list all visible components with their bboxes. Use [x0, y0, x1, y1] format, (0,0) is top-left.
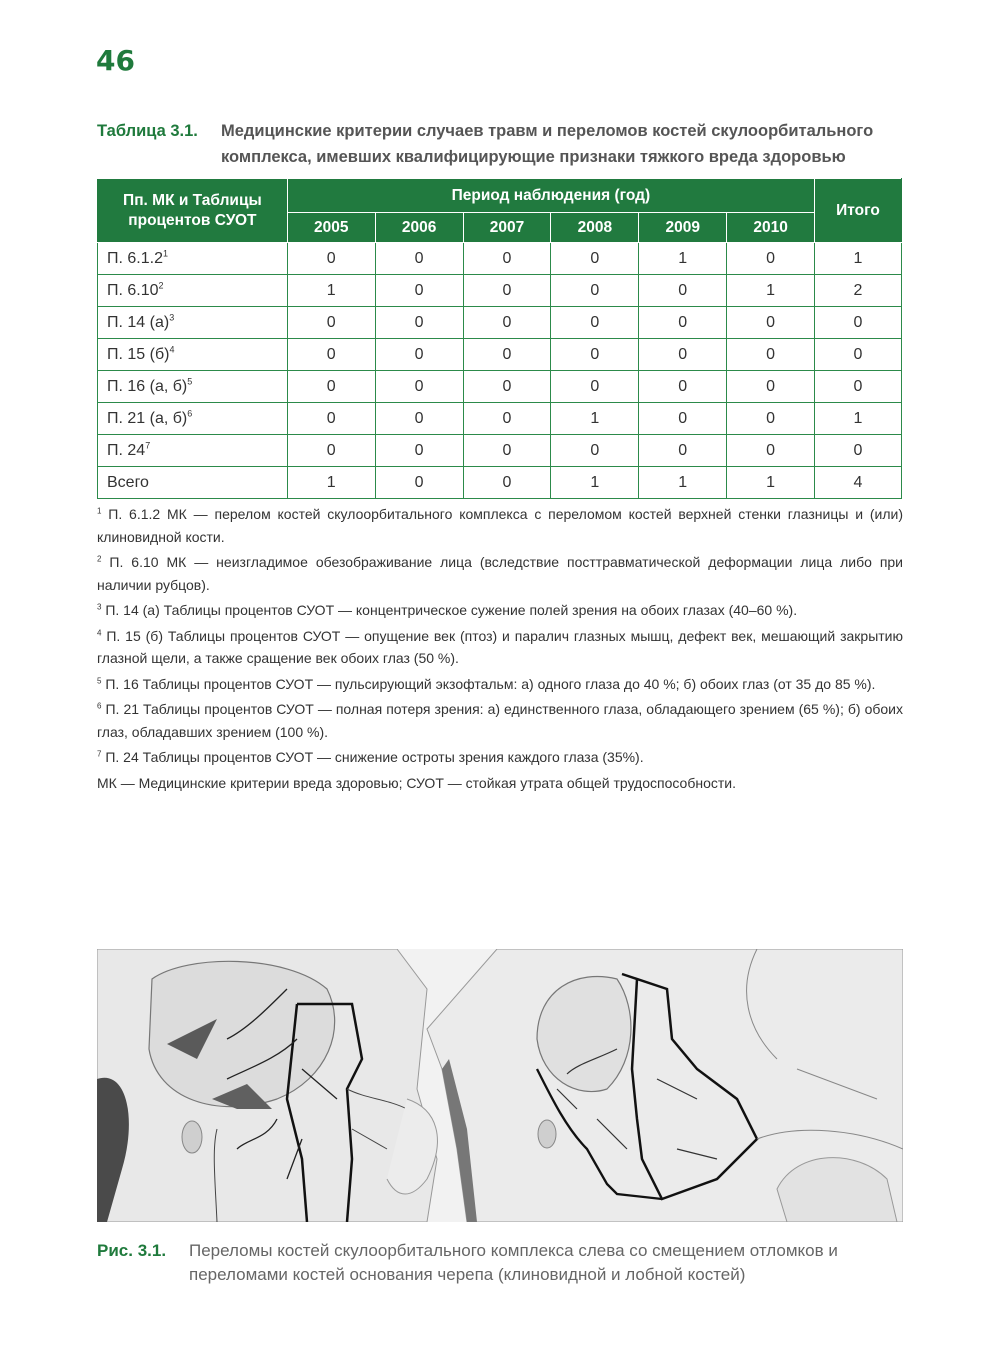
table-cell: 0 — [463, 275, 551, 307]
header-year: 2005 — [287, 213, 375, 243]
footnote-text: П. 21 Таблицы процентов СУОТ — полная потеря зрения: а) единственного глаза, обладающего зрением (65 %); б) обоих глаз, обладавших зрением (100 %). — [97, 701, 904, 740]
table-cell: 0 — [463, 371, 551, 403]
row-total: 0 — [815, 339, 902, 371]
footnote-text: МК — Медицинские критерии вреда здоровью; СУОТ — стойкая утрата общей трудоспособности. — [97, 774, 736, 791]
table-cell: 0 — [287, 371, 375, 403]
table-cell: 0 — [727, 339, 815, 371]
footnote-text: П. 14 (а) Таблицы процентов СУОТ — концентрическое сужение полей зрения на обоих глазах (40–60 %). — [105, 602, 798, 618]
table-cell: 0 — [727, 371, 815, 403]
header-year: 2009 — [639, 213, 727, 243]
figure-caption-text: Переломы костей скулоорбитального комплекса слева со смещением отломков и переломами костей основания черепа (клиновидной и лобной костей) — [189, 1241, 838, 1284]
footnote-mark: 7 — [145, 440, 151, 451]
table-caption — [97, 118, 907, 170]
table-cell: 0 — [375, 371, 463, 403]
table-cell: 0 — [639, 371, 727, 403]
skull-fracture-illustration — [97, 949, 903, 1222]
row-total: 4 — [815, 467, 902, 499]
row-label — [98, 467, 288, 499]
footnote — [97, 503, 903, 548]
row-total: 0 — [815, 307, 902, 339]
row-label-text: П. 14 (а) — [107, 313, 170, 331]
table-row — [98, 275, 902, 307]
table-cell: 0 — [375, 435, 463, 467]
table-cell: 0 — [463, 339, 551, 371]
footnote-mark: 2 — [97, 554, 102, 564]
header-year: 2010 — [727, 213, 815, 243]
row-label — [98, 307, 288, 339]
footnote-mark: 4 — [169, 344, 175, 355]
footnote — [97, 746, 903, 769]
footnote-mark: 1 — [97, 506, 102, 516]
header-year: 2007 — [463, 213, 551, 243]
table-cell: 0 — [375, 243, 463, 275]
figure-label: Рис. 3.1. — [97, 1241, 167, 1260]
table-cell: 0 — [727, 435, 815, 467]
table-cell: 0 — [375, 403, 463, 435]
table-cell: 0 — [287, 435, 375, 467]
table-cell: 0 — [639, 339, 727, 371]
footnote — [97, 673, 903, 696]
row-label — [98, 403, 288, 435]
footnote — [97, 599, 903, 622]
row-label — [98, 371, 288, 403]
table-cell: 0 — [287, 403, 375, 435]
header-corner: Пп. МК и Таблицы процентов СУОТ — [98, 179, 288, 243]
table-row — [98, 403, 902, 435]
table-cell: 0 — [551, 243, 639, 275]
footnote-mark: 5 — [97, 675, 102, 685]
figure-caption — [97, 1239, 907, 1287]
row-label-text: П. 24 — [107, 441, 146, 459]
footnote-mark: 2 — [158, 280, 164, 291]
row-label — [98, 243, 288, 275]
table-row — [98, 243, 902, 275]
table-cell: 0 — [287, 243, 375, 275]
footnote-text: П. 6.10 МК — неизгладимое обезображивание лица (вследствие посттравматической деформации лица либо при наличии рубцов). — [97, 554, 904, 593]
table-cell: 0 — [639, 275, 727, 307]
table-cell: 0 — [463, 243, 551, 275]
header-total: Итого — [815, 179, 902, 243]
table-cell: 0 — [463, 403, 551, 435]
footnote — [97, 551, 903, 596]
footnote-mark: 5 — [187, 376, 193, 387]
table-cell: 1 — [639, 467, 727, 499]
table-cell: 0 — [287, 307, 375, 339]
page-number: 46 — [96, 44, 135, 77]
table-title: Медицинские критерии случаев травм и переломов костей скулоорбитального комплекса, имевших квалифицирующие признаки тяжкого вреда здоровью — [221, 122, 874, 166]
footnote-text: П. 6.1.2 МК — перелом костей скулоорбитального комплекса с переломом костей верхней стенки глазницы и (или) клиновидной кости. — [97, 506, 904, 545]
row-total: 0 — [815, 371, 902, 403]
footnote-mark: 6 — [97, 701, 102, 711]
footnote-mark: 3 — [97, 602, 102, 612]
row-label — [98, 275, 288, 307]
table-cell: 0 — [551, 371, 639, 403]
table-row — [98, 371, 902, 403]
table-cell: 0 — [727, 403, 815, 435]
row-label-text: П. 21 (а, б) — [107, 409, 188, 427]
footnote-text: П. 16 Таблицы процентов СУОТ — пульсирующий экзофтальм: а) одного глаза до 40 %; б) обоих глаз (от 35 до 85 %). — [105, 675, 876, 692]
table-cell: 1 — [551, 467, 639, 499]
footnote-mark: 1 — [162, 248, 168, 259]
table-cell: 1 — [727, 275, 815, 307]
table-cell: 0 — [639, 403, 727, 435]
table-cell: 0 — [463, 435, 551, 467]
table-cell: 1 — [727, 467, 815, 499]
table-row — [98, 307, 902, 339]
table-label: Таблица 3.1. — [97, 122, 198, 140]
row-total: 1 — [815, 403, 902, 435]
table-cell: 0 — [639, 307, 727, 339]
table-cell: 0 — [375, 339, 463, 371]
row-label-text: П. 15 (б) — [107, 345, 170, 363]
footnote — [97, 698, 903, 743]
table-cell: 0 — [639, 435, 727, 467]
table-cell: 0 — [727, 307, 815, 339]
row-label — [98, 435, 288, 467]
header-year: 2006 — [375, 213, 463, 243]
table-cell: 0 — [727, 243, 815, 275]
row-label-text: Всего — [107, 473, 149, 491]
table-cell: 0 — [375, 467, 463, 499]
row-total: 2 — [815, 275, 902, 307]
row-label — [98, 339, 288, 371]
header-period: Период наблюдения (год) — [287, 179, 814, 213]
table-row — [98, 435, 902, 467]
table-row — [98, 467, 902, 499]
footnote-mark: 7 — [97, 749, 102, 759]
footnote-mark: 4 — [97, 627, 102, 637]
footnote-mark: 6 — [187, 408, 193, 419]
table-cell: 0 — [375, 307, 463, 339]
table-cell: 0 — [551, 275, 639, 307]
row-label-text: П. 16 (а, б) — [107, 377, 188, 395]
row-total: 0 — [815, 435, 902, 467]
table-cell: 0 — [463, 467, 551, 499]
header-year: 2008 — [551, 213, 639, 243]
table-cell: 0 — [551, 307, 639, 339]
footnote — [97, 772, 903, 795]
footnote-text: П. 15 (б) Таблицы процентов СУОТ — опущение век (птоз) и паралич глазных мышц, дефект век, мешающий закрытию глазной щели, а также сращение век обоих глаз (50 %). — [97, 627, 903, 666]
row-total: 1 — [815, 243, 902, 275]
row-label-text: П. 6.1.2 — [107, 249, 163, 267]
table-cell: 1 — [551, 403, 639, 435]
table-cell: 1 — [287, 275, 375, 307]
table-cell: 0 — [375, 275, 463, 307]
footnote-text: П. 24 Таблицы процентов СУОТ — снижение остроты зрения каждого глаза (35%). — [105, 749, 644, 765]
footnote-mark: 3 — [169, 312, 175, 323]
table-cell: 0 — [287, 339, 375, 371]
table-cell: 0 — [551, 339, 639, 371]
table-cell: 0 — [551, 435, 639, 467]
table-cell: 1 — [287, 467, 375, 499]
criteria-table — [97, 178, 902, 499]
table-cell: 0 — [463, 307, 551, 339]
footnote — [97, 625, 903, 670]
footnotes — [97, 503, 903, 797]
table-row — [98, 339, 902, 371]
row-label-text: П. 6.10 — [107, 281, 159, 299]
table-cell: 1 — [639, 243, 727, 275]
